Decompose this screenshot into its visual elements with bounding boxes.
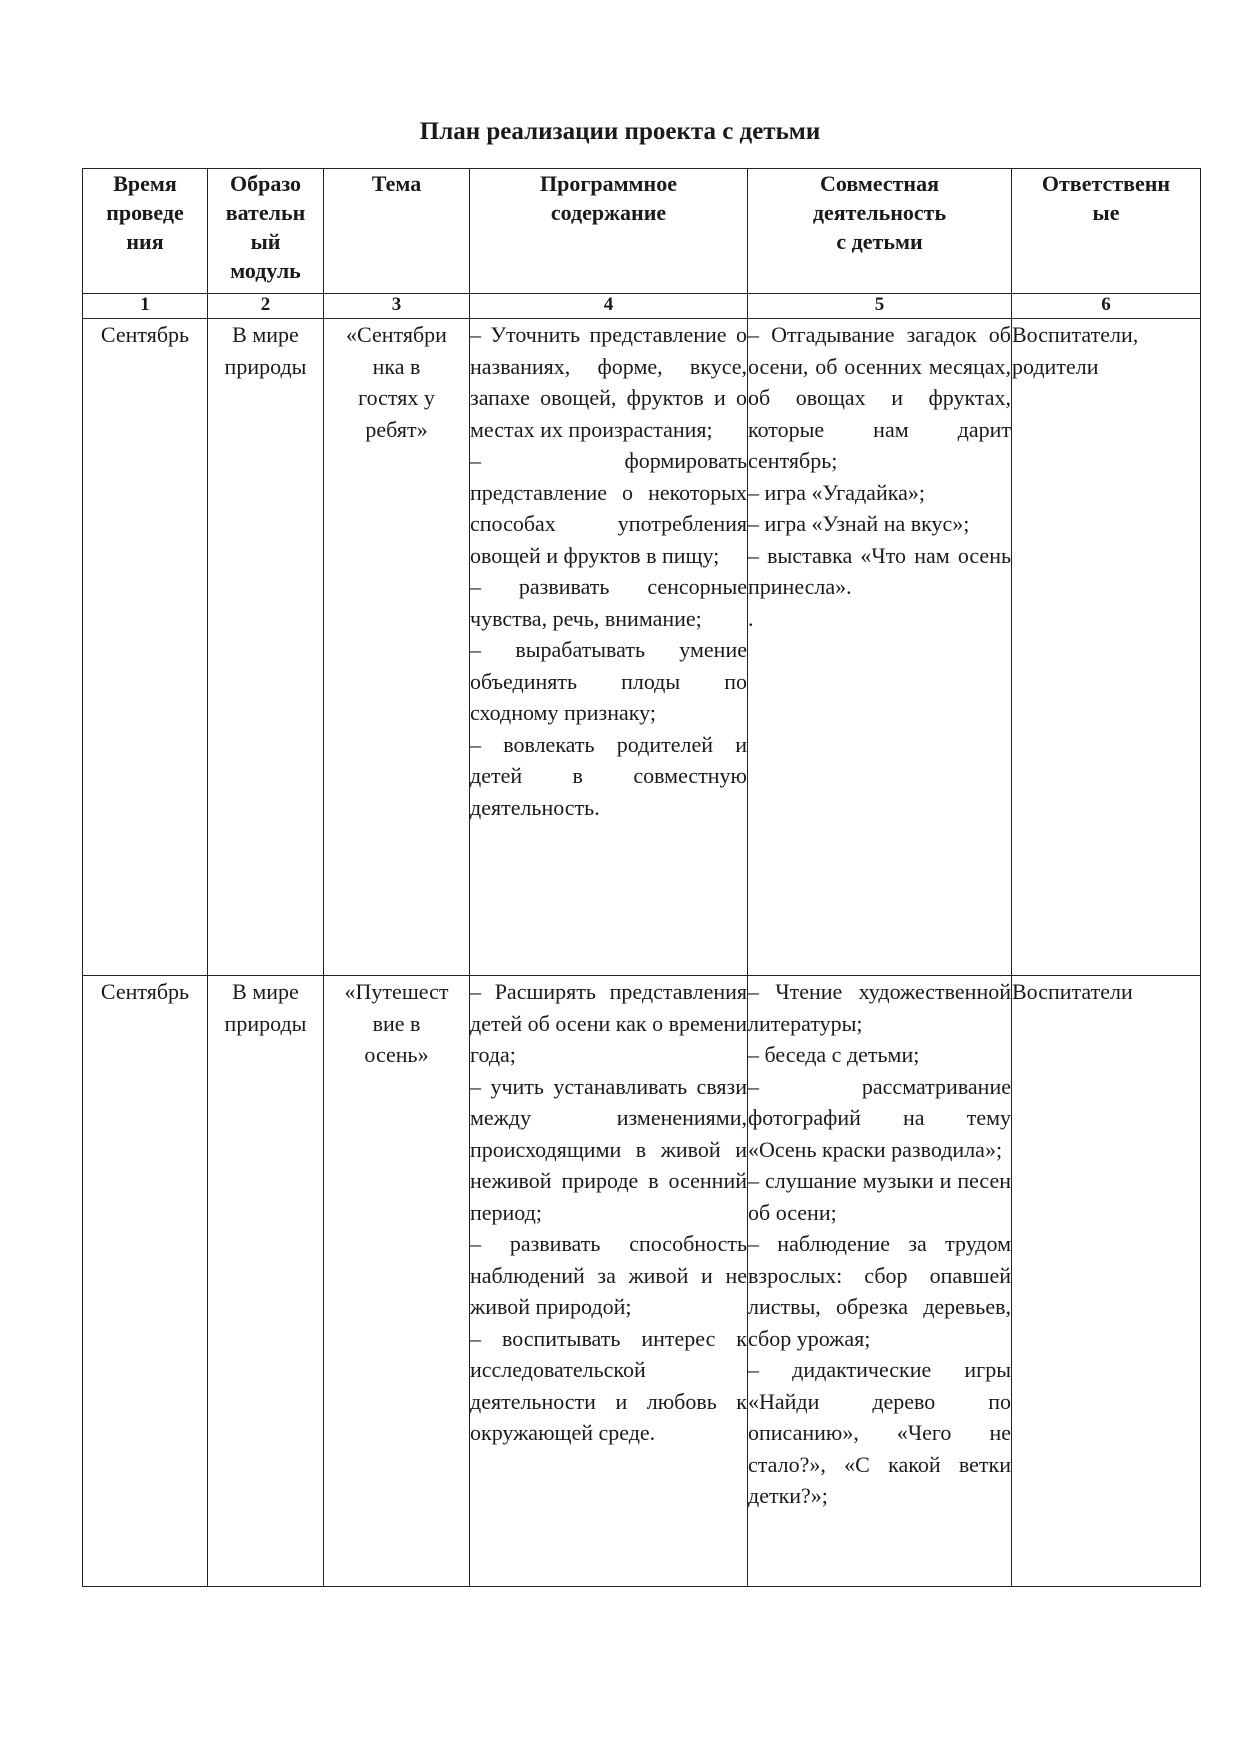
header-row [83, 169, 1201, 294]
responsible-line: родители [1012, 353, 1099, 379]
header-line: деятельность [812, 200, 947, 225]
document-title: План реализации проекта с детьми [419, 118, 821, 145]
column-number: 3 [324, 294, 470, 319]
activities-cell [748, 976, 1012, 1587]
activity-item: – Чтение художественной литературы; [748, 979, 1011, 1036]
content-cell [470, 319, 748, 976]
column-number-row [83, 294, 1201, 319]
activity-item: – дидактические игры «Найди дерево по описанию», «Чего не стало?», «С какой ветки детки?»; [748, 1357, 1011, 1508]
responsible-cell [1012, 319, 1201, 976]
activity-item: – рассматривание фотографий на тему «Осень краски разводила»; [748, 1073, 1011, 1162]
time-text: Сентябрь [100, 979, 190, 1004]
topic-line: вие в [372, 1010, 421, 1036]
project-plan-table [82, 168, 1201, 1587]
topic-line: гостях у [358, 385, 435, 410]
header-line: Время [113, 171, 177, 196]
activity-item: – беседа с детьми; [748, 1042, 920, 1067]
activity-item: – игра «Угадайка»; [748, 479, 925, 505]
content-item: – Расширять представления детей об осени как о времени года; [470, 979, 747, 1067]
activity-item: – наблюдение за трудом взрослых: сбор опавшей листвы, обрезка деревьев, сбор урожая; [748, 1231, 1011, 1351]
header-line: Ответственн [1041, 171, 1171, 196]
responsible-line: Воспитатели [1012, 979, 1133, 1004]
module-line: природы [224, 1010, 307, 1036]
activity-item: . [748, 605, 754, 631]
content-item: – вырабатывать умение объединять плоды по сходному признаку; [470, 637, 747, 725]
activities-cell [748, 319, 1012, 976]
header-line: Программное [540, 171, 677, 196]
header-activities [748, 169, 1012, 294]
topic-line: «Сентябри [346, 322, 447, 347]
header-line: проведе [106, 200, 184, 225]
activity-item: – Отгадывание загадок об осени, об осенних месяцах, об овощах и фруктах, которые нам дарит сентябрь; [748, 322, 1011, 473]
content-item: – развивать способность наблюдений за живой и не живой природой; [470, 1231, 747, 1319]
topic-cell [324, 319, 470, 976]
content-item: – учить устанавливать связи между изменениями, происходящими в живой и неживой природе в осенний период; [470, 1073, 747, 1225]
content-item: – развивать сенсорные чувства, речь, внимание; [470, 574, 747, 631]
time-cell [83, 319, 208, 976]
table-row [83, 976, 1201, 1587]
column-number: 5 [748, 294, 1012, 319]
column-number: 4 [470, 294, 748, 319]
module-cell [208, 976, 324, 1587]
time-cell [83, 976, 208, 1587]
responsible-cell [1012, 976, 1201, 1587]
header-line: вательн [225, 200, 306, 225]
column-number: 6 [1012, 294, 1201, 319]
topic-cell [324, 976, 470, 1587]
header-line: с детьми [836, 229, 923, 254]
header-content [470, 169, 748, 294]
header-responsible [1012, 169, 1201, 294]
header-line: Тема [371, 171, 422, 196]
module-line: В мире [232, 322, 299, 347]
topic-line: нка в [372, 353, 421, 379]
content-item: – вовлекать родителей и детей в совместную деятельность. [470, 731, 747, 820]
content-item: – Уточнить представление о названиях, форме, вкусе, запахе овощей, фруктов и о местах их произрастания; [470, 322, 747, 442]
table-row [83, 319, 1201, 976]
header-line: ые [1092, 200, 1120, 225]
module-line: В мире [232, 979, 299, 1004]
header-line: ния [126, 229, 164, 254]
header-line: модуль [230, 258, 301, 283]
topic-line: осень» [364, 1042, 429, 1067]
header-topic [324, 169, 470, 294]
column-number: 1 [83, 294, 208, 319]
header-time [83, 169, 208, 294]
header-module [208, 169, 324, 294]
header-line: Совместная [819, 171, 939, 196]
module-line: природы [224, 353, 307, 379]
responsible-line: Воспитатели, [1012, 322, 1139, 347]
content-item: – формировать представление о некоторых способах употребления овощей и фруктов в пищу; [470, 448, 747, 568]
header-line: ый [250, 229, 281, 254]
header-line: Образо [229, 171, 302, 196]
header-line: содержание [550, 200, 667, 225]
content-item: – воспитывать интерес к исследовательской деятельности и любовь к окружающей среде. [470, 1325, 747, 1445]
topic-line: ребят» [365, 416, 428, 442]
module-cell [208, 319, 324, 976]
time-text: Сентябрь [100, 322, 190, 347]
column-number: 2 [208, 294, 324, 319]
activity-item: – игра «Узнай на вкус»; [748, 511, 970, 536]
content-cell [470, 976, 748, 1587]
activity-item: – слушание музыки и песен об осени; [748, 1168, 1011, 1225]
activity-item: – выставка «Что нам осень принесла». [748, 542, 1011, 599]
topic-line: «Путешест [344, 979, 449, 1004]
